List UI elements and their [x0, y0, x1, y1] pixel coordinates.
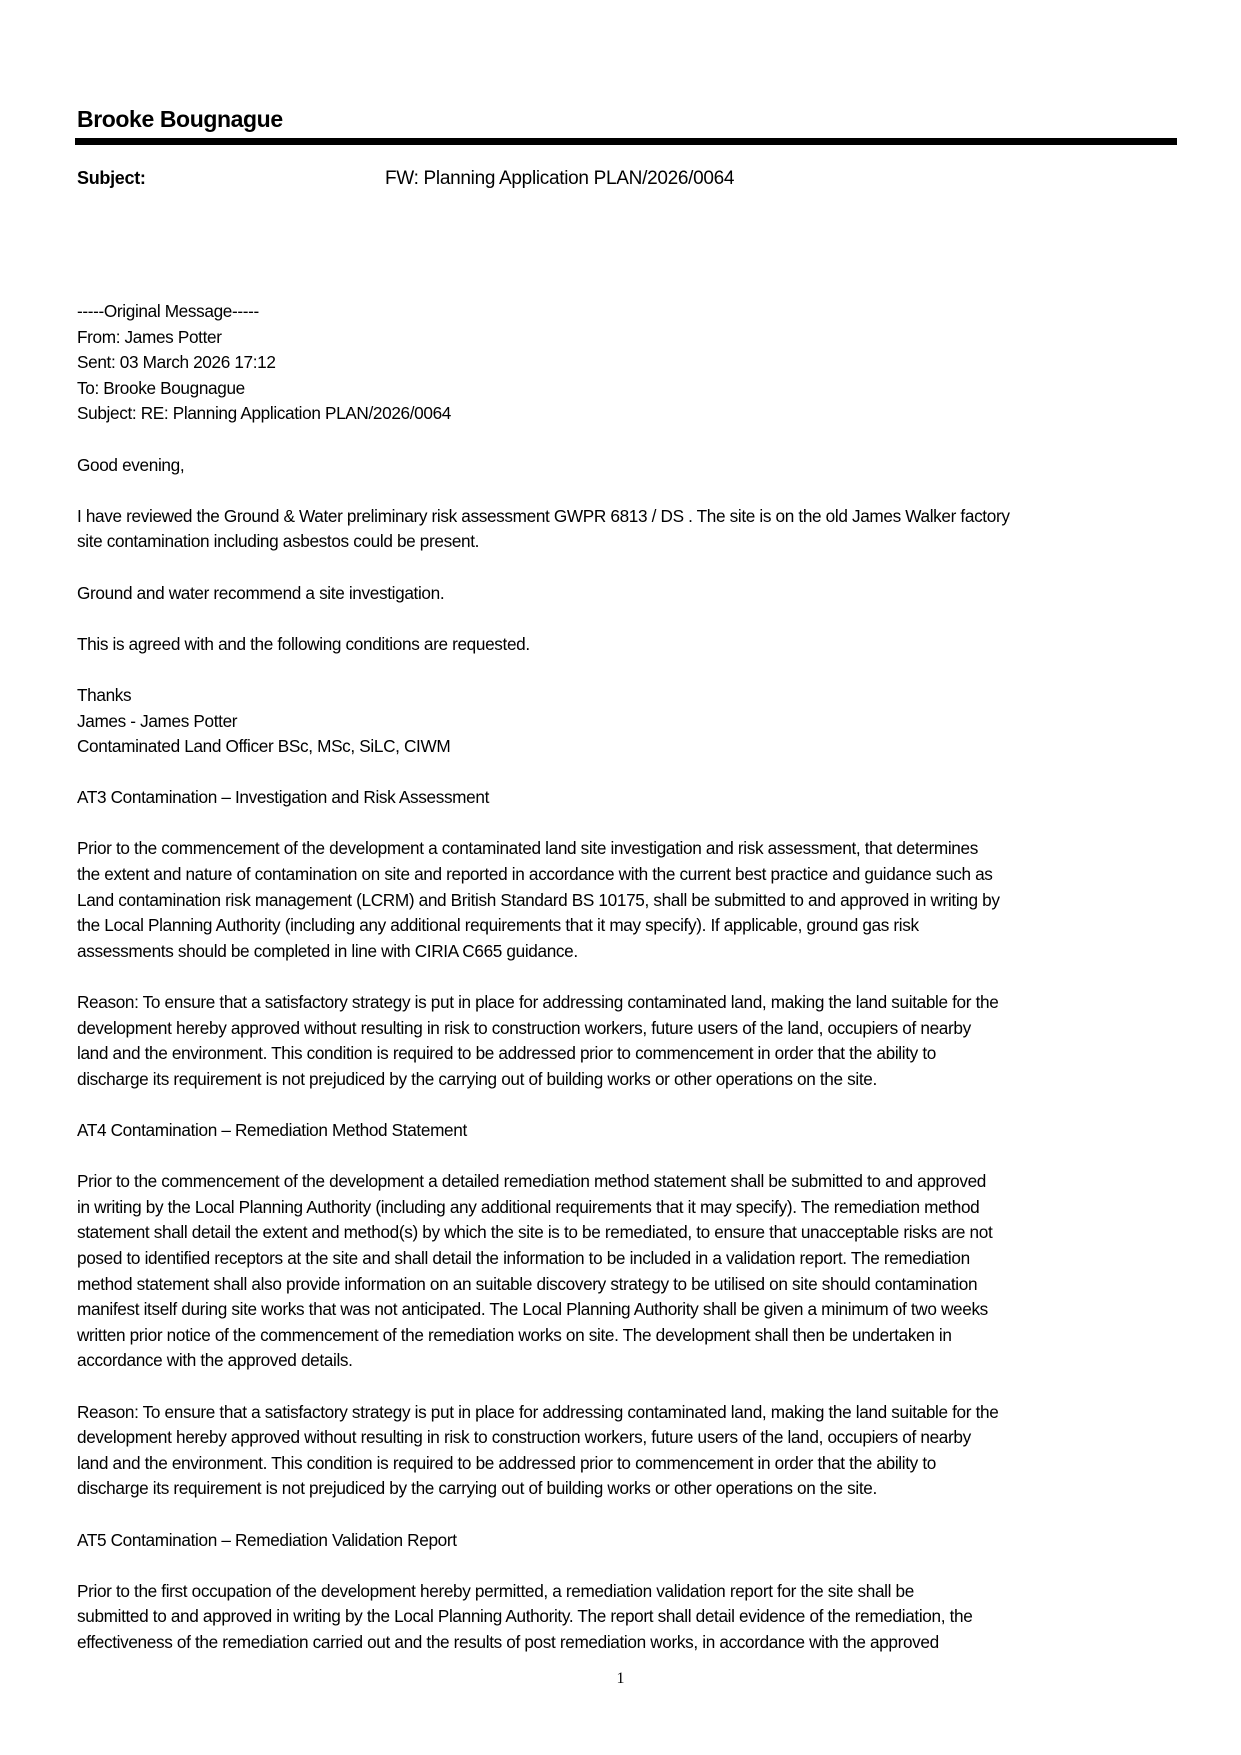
text-line: the Local Planning Authority (including any additional requirements that it may specify). If applicable, ground gas risk [77, 915, 919, 936]
text-line: the extent and nature of contamination on site and reported in accordance with the current best practice and guidance such as [77, 864, 993, 885]
document-title: Brooke Bougnague [77, 106, 283, 132]
page-number: 1 [616, 1670, 625, 1687]
paragraph [77, 990, 1177, 1092]
paragraph [77, 785, 1177, 811]
text-line: Prior to the commencement of the development a contaminated land site investigation and risk assessment, that determines [77, 838, 978, 859]
text-line: written prior notice of the commencement of the remediation works on site. The development shall then be undertaken in [77, 1324, 952, 1345]
text-line: Subject: RE: Planning Application PLAN/2026/0064 [77, 403, 452, 424]
subject-label: Subject: [77, 168, 146, 188]
text-line: accordance with the approved details. [77, 1350, 353, 1371]
text-line: AT3 Contamination – Investigation and Risk Assessment [77, 787, 489, 808]
text-line: assessments should be completed in line with CIRIA C665 guidance. [77, 940, 578, 961]
paragraph [77, 1528, 1177, 1554]
text-line: Land contamination risk management (LCRM) and British Standard BS 10175, shall be submitted to and approved in writing by [77, 889, 1000, 910]
paragraph [77, 504, 1177, 555]
text-line: statement shall detail the extent and method(s) by which the site is to be remediated, to ensure that unacceptable risks are not [77, 1222, 993, 1243]
subject-value: FW: Planning Application PLAN/2026/0064 [385, 168, 735, 189]
paragraph [77, 1169, 1177, 1374]
paragraph [77, 632, 1177, 658]
paragraph [77, 453, 1177, 479]
text-line: manifest itself during site works that was not anticipated. The Local Planning Authority shall be given a minimum of two weeks [77, 1299, 988, 1320]
text-line: Contaminated Land Officer BSc, MSc, SiLC, CIWM [77, 736, 451, 757]
text-line: submitted to and approved in writing by the Local Planning Authority. The report shall detail evidence of the remediation, the [77, 1606, 973, 1627]
paragraph [77, 1400, 1177, 1502]
text-line: land and the environment. This condition is required to be addressed prior to commencement in order that the ability to [77, 1043, 936, 1064]
paragraph [77, 581, 1177, 607]
text-line: Good evening, [77, 454, 185, 475]
text-line: Reason: To ensure that a satisfactory strategy is put in place for addressing contaminated land, making the land suitable for the [77, 992, 999, 1013]
text-line: From: James Potter [77, 326, 222, 347]
text-line: development hereby approved without resulting in risk to construction workers, future users of the land, occupiers of nearby [77, 1427, 971, 1448]
text-line: effectiveness of the remediation carried out and the results of post remediation works, in accordance with the approved [77, 1631, 939, 1652]
text-line: James - James Potter [77, 710, 238, 731]
text-line: land and the environment. This condition is required to be addressed prior to commencement in order that the ability to [77, 1452, 936, 1473]
text-line: Ground and water recommend a site investigation. [77, 582, 445, 603]
paragraph [77, 1118, 1177, 1144]
text-line: site contamination including asbestos could be present. [77, 531, 480, 552]
text-line: development hereby approved without resulting in risk to construction workers, future users of the land, occupiers of nearby [77, 1017, 971, 1038]
text-line: method statement shall also provide information on an suitable discovery strategy to be utilised on site should contamination [77, 1273, 978, 1294]
text-line: Reason: To ensure that a satisfactory strategy is put in place for addressing contaminated land, making the land suitable for the [77, 1401, 999, 1422]
text-line: Prior to the commencement of the development a detailed remediation method statement shall be submitted to and approved [77, 1171, 986, 1192]
text-line: Thanks [77, 684, 132, 705]
text-line: I have reviewed the Ground & Water preliminary risk assessment GWPR 6813 / DS . The site is on the old James Walker factory [77, 505, 1010, 526]
text-line: posed to identified receptors at the site and shall detail the information to be included in a validation report. The remediation [77, 1247, 970, 1268]
title-divider [75, 138, 1177, 145]
text-line: Prior to the first occupation of the development hereby permitted, a remediation validation report for the site shall be [77, 1580, 914, 1601]
paragraph [77, 836, 1177, 964]
text-line: in writing by the Local Planning Authority (including any additional requirements that it may specify). The remediation method [77, 1196, 980, 1217]
email-body [77, 299, 1177, 1681]
text-line: To: Brooke Bougnague [77, 377, 245, 398]
paragraph [77, 1579, 1177, 1656]
text-line: AT5 Contamination – Remediation Validation Report [77, 1529, 457, 1550]
text-line: -----Original Message----- [77, 301, 259, 321]
text-line: discharge its requirement is not prejudiced by the carrying out of building works or other operations on the site. [77, 1478, 877, 1499]
paragraph [77, 683, 1177, 760]
paragraph [77, 299, 1177, 427]
text-line: AT4 Contamination – Remediation Method Statement [77, 1120, 467, 1140]
text-line: This is agreed with and the following conditions are requested. [77, 633, 530, 654]
text-line: Sent: 03 March 2026 17:12 [77, 352, 276, 373]
text-line: discharge its requirement is not prejudiced by the carrying out of building works or other operations on the site. [77, 1068, 877, 1089]
